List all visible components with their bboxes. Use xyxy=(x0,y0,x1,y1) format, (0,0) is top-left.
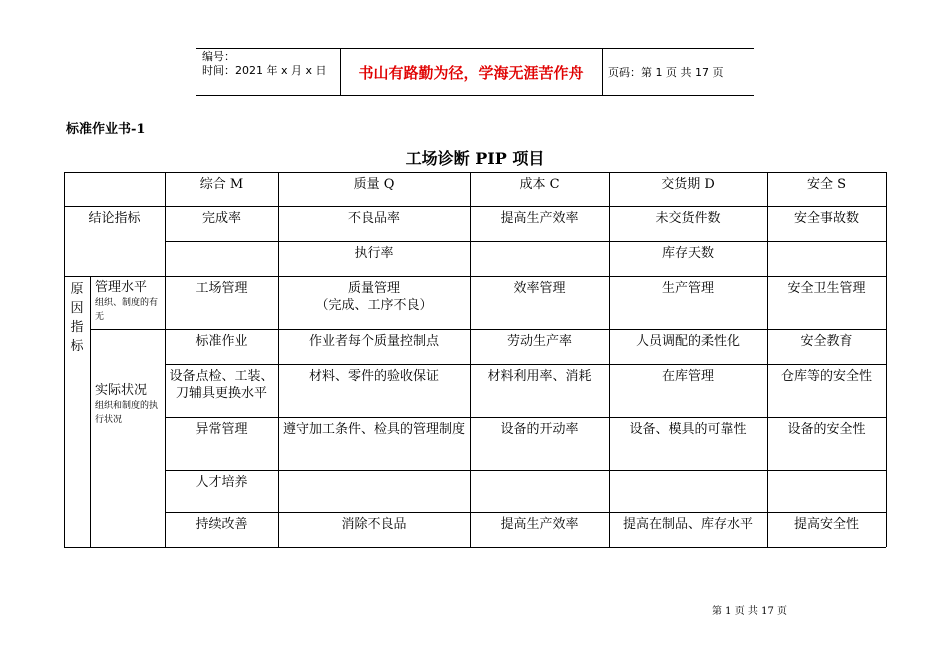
table-cell: 持续改善 xyxy=(195,517,248,532)
number-label: 编号： xyxy=(202,50,235,63)
column-header: 综合 M xyxy=(199,177,244,192)
actual-label-sub: 组织和制度的执行状况 xyxy=(95,401,159,425)
table-cell: 库存天数 xyxy=(661,246,714,261)
table-cell: 安全卫生管理 xyxy=(787,281,866,296)
table-cell: 安全事故数 xyxy=(793,211,859,226)
actual-label-text: 实际状况 xyxy=(95,383,148,398)
header-page-code: 页码：第 1 页 共 17 页 xyxy=(608,66,724,79)
column-header: 质量 Q xyxy=(353,177,395,192)
table-cell: 执行率 xyxy=(354,246,394,261)
column-header: 成本 C xyxy=(519,177,560,192)
table-cell: 人才培养 xyxy=(195,475,248,490)
table-cell: 在库管理 xyxy=(661,369,714,384)
table-cell: 标准作业 xyxy=(195,334,248,349)
mgmt-label xyxy=(95,279,163,324)
table-cell: 完成率 xyxy=(201,211,241,226)
table-cell: 劳动生产率 xyxy=(506,334,572,349)
doc-label: 标准作业书-1 xyxy=(66,122,146,137)
column-header: 交货期 D xyxy=(661,177,715,192)
cause-label: 原 因 指 标 xyxy=(70,282,84,354)
page-title: 工场诊断 PIP 项目 xyxy=(405,149,545,168)
conclusion-label: 结论指标 xyxy=(88,211,141,226)
table-cell: 未交货件数 xyxy=(655,211,721,226)
header-motto: 书山有路勤为径，学海无涯苦作舟 xyxy=(358,63,584,82)
table-cell: 质量管理 （完成、工序不良） xyxy=(315,281,433,313)
table-cell: 遵守加工条件、检具的管理制度 xyxy=(282,422,465,437)
table-cell: 设备的安全性 xyxy=(787,422,866,437)
table-cell: 仓库等的安全性 xyxy=(780,369,872,384)
table-cell: 设备、模具的可靠性 xyxy=(629,422,747,437)
table-cell: 不良品率 xyxy=(347,211,400,226)
mgmt-label-sub: 组织、制度的有无 xyxy=(95,298,159,322)
table-cell: 生产管理 xyxy=(661,281,714,296)
table-cell: 材料利用率、消耗 xyxy=(487,369,592,384)
table-cell: 作业者每个质量控制点 xyxy=(308,334,439,349)
table-cell: 提高安全性 xyxy=(793,517,859,532)
column-header: 安全 S xyxy=(806,177,847,192)
table-cell: 提高生产效率 xyxy=(500,211,579,226)
table-cell: 效率管理 xyxy=(513,281,566,296)
table-cell: 设备的开动率 xyxy=(500,422,579,437)
table-cell: 提高在制品、库存水平 xyxy=(622,517,753,532)
time-label: 时间：2021 年 x 月 x 日 xyxy=(202,64,327,77)
actual-label xyxy=(95,382,163,427)
table-cell: 消除不良品 xyxy=(341,517,407,532)
table-cell: 安全教育 xyxy=(800,334,853,349)
table-cell: 人员调配的柔性化 xyxy=(635,334,740,349)
table-cell: 设备点检、工装、刀辅具更换水平 xyxy=(169,369,274,401)
table-cell: 提高生产效率 xyxy=(500,517,579,532)
mgmt-label-text: 管理水平 xyxy=(95,280,148,295)
table-cell: 材料、零件的验收保证 xyxy=(308,369,439,384)
page-footer: 第 1 页 共 17 页 xyxy=(712,606,787,617)
header-meta xyxy=(202,50,327,78)
table-cell: 异常管理 xyxy=(195,422,248,437)
document-header xyxy=(196,48,754,96)
table-cell: 工场管理 xyxy=(195,281,248,296)
pip-table xyxy=(64,172,886,547)
